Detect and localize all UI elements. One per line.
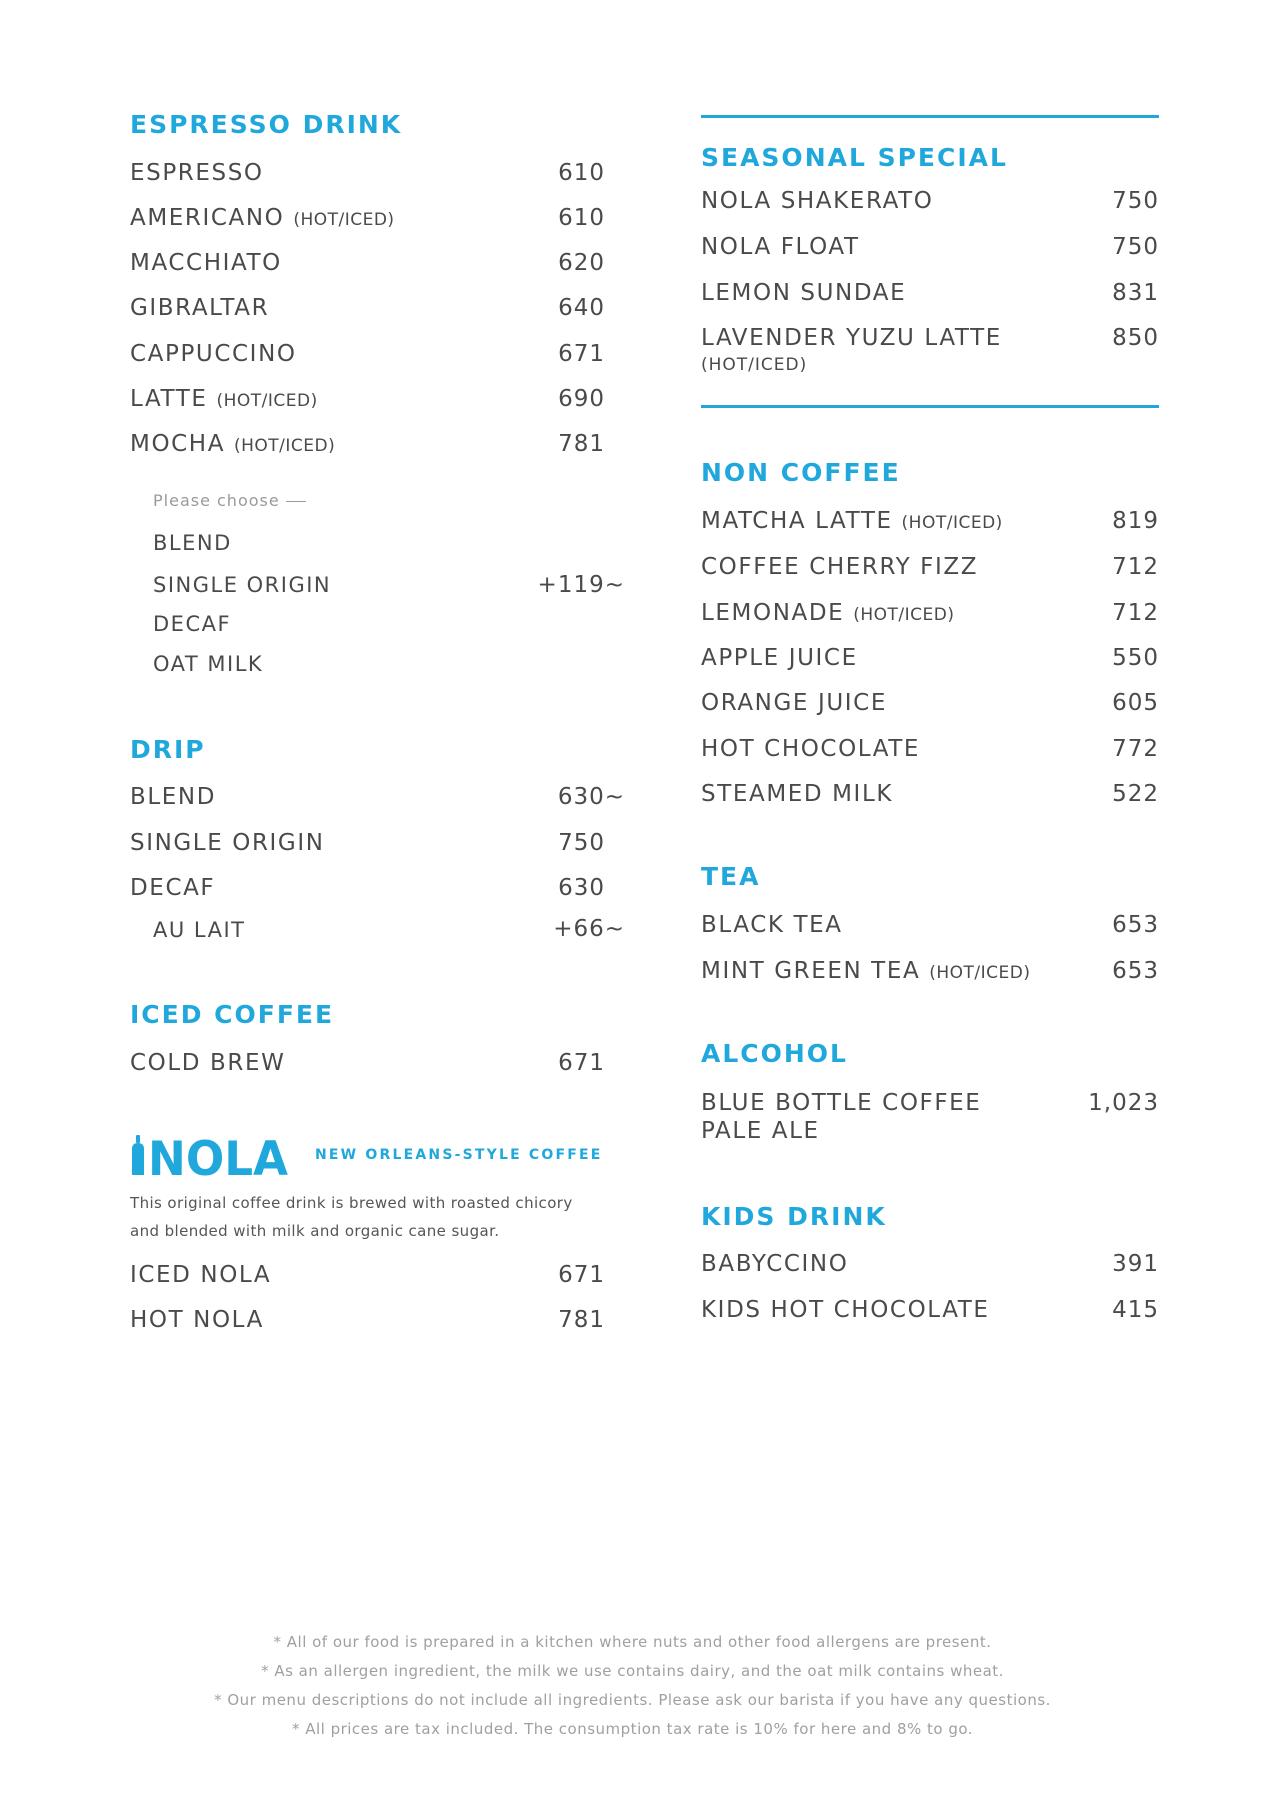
menu-item (701, 1297, 1159, 1327)
menu-item (130, 341, 605, 371)
item-name: COFFEE CHERRY FIZZ (701, 554, 979, 580)
item-name: ICED NOLA (130, 1262, 272, 1288)
option-item: DECAF (153, 612, 232, 636)
footnote: * All prices are tax included. The consumption tax rate is 10% for here and 8% to go. (291, 1720, 974, 1738)
nola-description-line: and blended with milk and organic cane sugar. (130, 1222, 500, 1240)
item-price: 610 (558, 205, 605, 231)
divider-top (701, 115, 1159, 118)
item-price: 819 (1112, 508, 1159, 534)
section-title-kids: KIDS DRINK (701, 1202, 887, 1231)
item-name: COLD BREW (130, 1050, 286, 1076)
menu-item (701, 736, 1159, 766)
nola-logo-text: NOLA (148, 1133, 289, 1177)
item-price: 640 (558, 295, 605, 321)
menu-item (130, 784, 625, 814)
item-price: 415 (1112, 1297, 1159, 1323)
item-name: DECAF (130, 875, 216, 901)
menu-item (701, 645, 1159, 675)
item-price: 712 (1112, 600, 1159, 626)
item-name: ESPRESSO (130, 160, 264, 186)
nola-logo (130, 1133, 290, 1177)
item-note: (HOT/ICED) (293, 210, 395, 230)
item-name: LEMONADE (701, 600, 845, 626)
item-name: NOLA SHAKERATO (701, 188, 934, 214)
footnote: * All of our food is prepared in a kitchen where nuts and other food allergens are present. (273, 1633, 992, 1651)
section-title-non-coffee: NON COFFEE (701, 458, 901, 487)
section-title-iced-coffee: ICED COFFEE (130, 1000, 335, 1029)
item-price: 781 (558, 431, 605, 457)
item-name: HOT CHOCOLATE (701, 736, 921, 762)
menu-item (130, 250, 605, 280)
item-name: ORANGE JUICE (701, 690, 887, 716)
menu-item (130, 1307, 605, 1337)
item-name: MACCHIATO (130, 250, 282, 276)
item-note: (HOT/ICED) (216, 391, 318, 411)
item-name: MINT GREEN TEA (701, 958, 921, 984)
item-price: 550 (1112, 645, 1159, 671)
item-price: 781 (558, 1307, 605, 1333)
menu-item (701, 234, 1159, 264)
menu-item (701, 600, 1159, 630)
item-price: 671 (558, 1050, 605, 1076)
item-name: NOLA FLOAT (701, 234, 860, 260)
menu-item (130, 431, 605, 461)
dash-divider (286, 501, 306, 502)
section-title-tea: TEA (701, 862, 761, 891)
item-price: 522 (1112, 781, 1159, 807)
choose-label: Please choose (153, 491, 306, 510)
menu-item (701, 690, 1159, 720)
item-price: 750 (1112, 234, 1159, 260)
item-note: (HOT/ICED) (929, 963, 1031, 983)
addon-price: +66~ (553, 916, 625, 942)
section-title-seasonal: SEASONAL SPECIAL (701, 143, 1008, 172)
item-note: (HOT/ICED) (701, 355, 808, 375)
item-name: AMERICANO (130, 205, 285, 231)
menu-item (130, 386, 605, 416)
menu-item (130, 1050, 605, 1080)
item-name: BLEND (130, 784, 217, 810)
menu-item (701, 1251, 1159, 1281)
menu-item (130, 295, 605, 325)
item-name: STEAMED MILK (701, 781, 894, 807)
item-price: 671 (558, 341, 605, 367)
item-price: 653 (1112, 912, 1159, 938)
item-name: HOT NOLA (130, 1307, 264, 1333)
item-name: BLACK TEA (701, 912, 843, 938)
option-item: SINGLE ORIGIN (153, 573, 332, 597)
item-name: LATTE (130, 386, 208, 412)
item-price: 690 (558, 386, 605, 412)
item-name: MOCHA (130, 431, 226, 457)
item-price: 1,023 (1088, 1090, 1159, 1116)
menu-item (130, 205, 605, 235)
item-name: CAPPUCCINO (130, 341, 297, 367)
menu-item (701, 508, 1159, 538)
item-price: 750 (558, 830, 605, 856)
option-item: BLEND (153, 531, 232, 555)
item-note: (HOT/ICED) (901, 513, 1003, 533)
section-title-drip: DRIP (130, 735, 206, 764)
footnotes (0, 1628, 1265, 1744)
item-name: BABYCCINO (701, 1251, 849, 1277)
item-price: 750 (1112, 188, 1159, 214)
menu-item (701, 280, 1159, 310)
menu-item (701, 554, 1159, 584)
menu-item (701, 325, 1159, 375)
item-note: (HOT/ICED) (853, 605, 955, 625)
item-name: KIDS HOT CHOCOLATE (701, 1297, 990, 1323)
menu-item (701, 781, 1159, 811)
section-title-espresso: ESPRESSO DRINK (130, 110, 403, 139)
item-price: 610 (558, 160, 605, 186)
divider-bottom (701, 405, 1159, 408)
item-price: 605 (1112, 690, 1159, 716)
item-name: APPLE JUICE (701, 645, 858, 671)
item-name-line2: PALE ALE (701, 1118, 820, 1144)
nola-tagline: NEW ORLEANS-STYLE COFFEE (315, 1147, 603, 1163)
item-name: MATCHA LATTE (701, 508, 893, 534)
item-name: LEMON SUNDAE (701, 280, 907, 306)
item-price: 653 (1112, 958, 1159, 984)
menu-item (701, 912, 1159, 942)
addon-name: AU LAIT (153, 918, 246, 942)
section-title-alcohol: ALCOHOL (701, 1039, 848, 1068)
item-price: 620 (558, 250, 605, 276)
item-price: 391 (1112, 1251, 1159, 1277)
item-name: LAVENDER YUZU LATTE (701, 325, 1002, 351)
item-price: 850 (1112, 325, 1159, 351)
item-price: 630 (558, 875, 605, 901)
option-price: +119~ (537, 572, 625, 598)
menu-item (130, 875, 605, 905)
item-price: 712 (1112, 554, 1159, 580)
item-price: 772 (1112, 736, 1159, 762)
nola-description-line: This original coffee drink is brewed with roasted chicory (130, 1194, 573, 1212)
option-item: OAT MILK (153, 652, 264, 676)
item-price: 630~ (557, 784, 625, 810)
item-name: BLUE BOTTLE COFFEE (701, 1090, 982, 1116)
item-note: (HOT/ICED) (233, 436, 336, 456)
item-name: GIBRALTAR (130, 295, 270, 321)
item-price: 831 (1112, 280, 1159, 306)
item-price: 671 (558, 1262, 605, 1288)
menu-item (701, 188, 1159, 218)
menu-item (701, 958, 1159, 988)
item-name: SINGLE ORIGIN (130, 830, 325, 856)
menu-item (130, 160, 605, 190)
menu-item (130, 830, 605, 860)
footnote: * Our menu descriptions do not include all ingredients. Please ask our barista if you have any questions. (214, 1691, 1051, 1709)
menu-item (701, 1090, 1159, 1144)
footnote: * As an allergen ingredient, the milk we use contains dairy, and the oat milk contains wheat. (261, 1662, 1004, 1680)
menu-item (130, 1262, 605, 1292)
